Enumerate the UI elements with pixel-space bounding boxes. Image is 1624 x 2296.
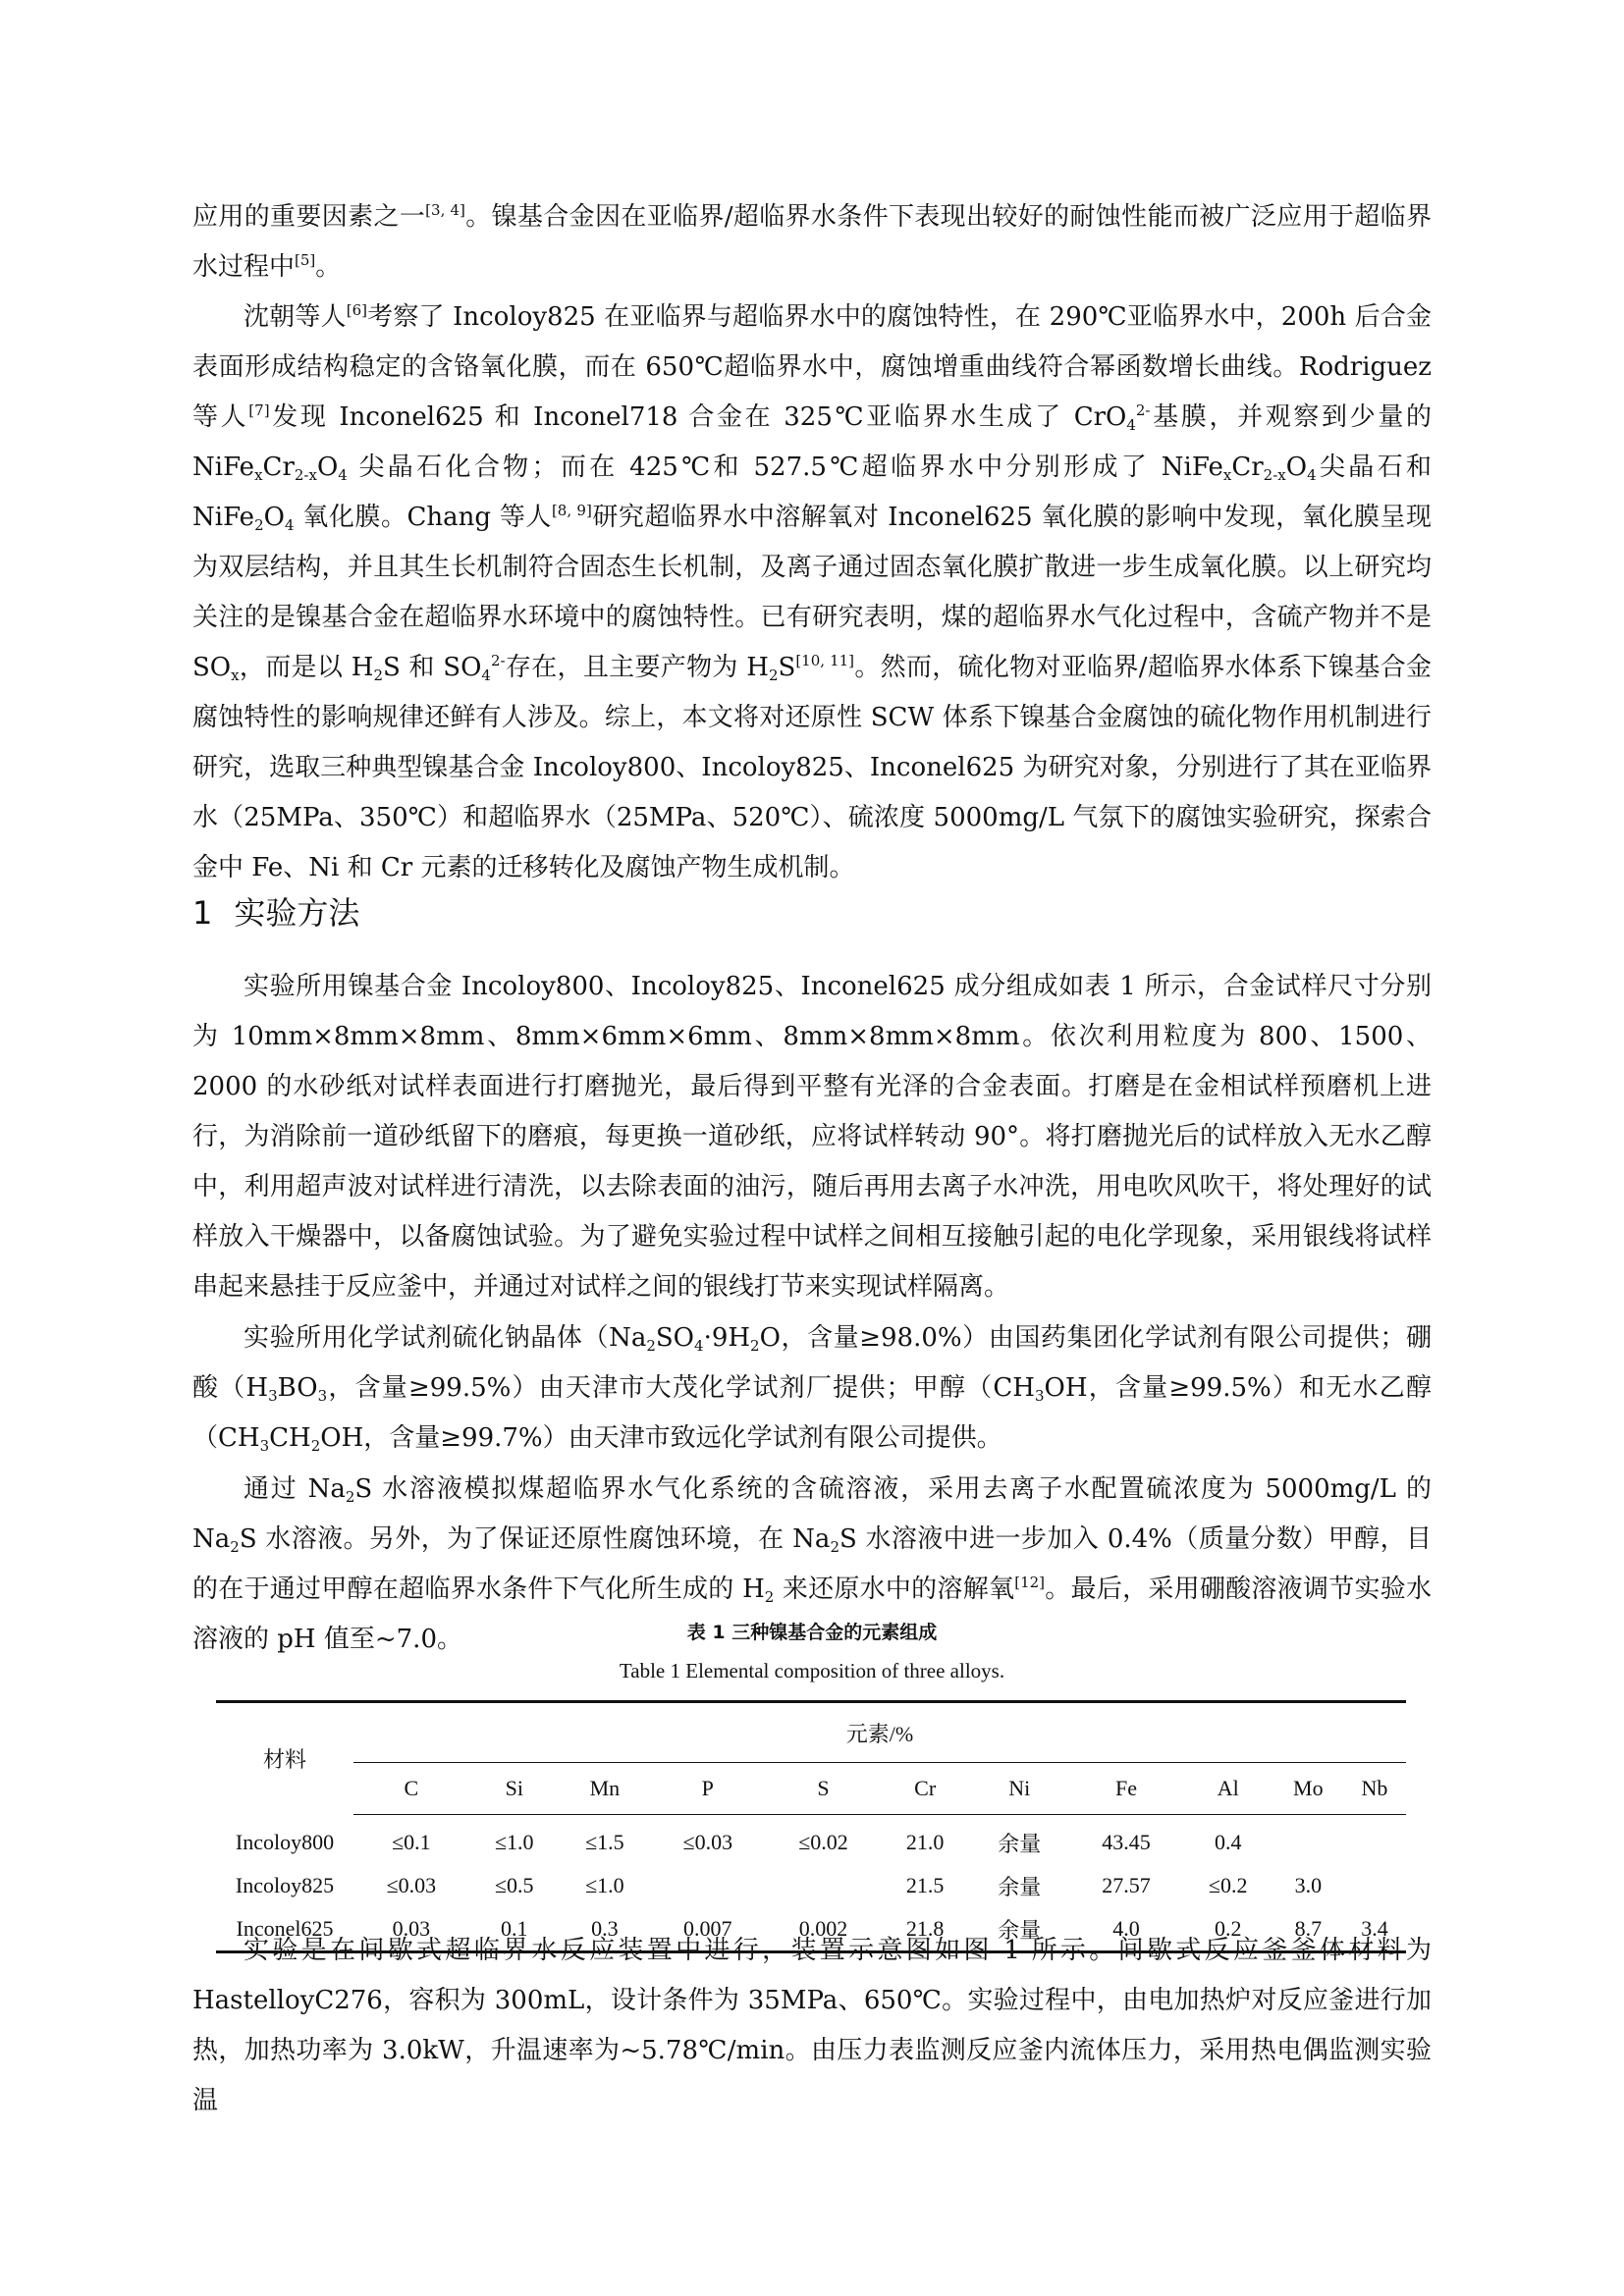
text-run: 考察了 Incoloy825 在亚临界与超临界水中的腐蚀特性，在 290℃亚临界水中，200h 后合金表面形成结构稳定的含铬氧化膜，而在 650℃超临界水中，腐蚀增重曲线符合幂函数增长曲线。Rodriguez 等人 bbox=[192, 302, 1432, 432]
table-cell: ≤0.2 bbox=[1208, 1873, 1248, 1897]
table-element-header: Ni bbox=[969, 1763, 1069, 1815]
subscript: x bbox=[231, 667, 240, 684]
citation: [10, 11] bbox=[795, 652, 855, 669]
paragraph-text: 实验是在间歇式超临界水反应装置中进行，装置示意图如图 1 所示。间歇式反应釜釜体材料为 HastelloyC276，容积为 300mL，设计条件为 35MPa、650℃。实验过程中，由电加热炉对反应釜进行加热，加热功率为 3.0kW，升温速率为~5.78℃/min。由压力表监测反应釜内流体压力，采用热电偶监测实验温 bbox=[192, 1936, 1432, 2115]
table-cell: ≤0.02 bbox=[798, 1830, 848, 1854]
citation: [3, 4] bbox=[425, 201, 465, 219]
text-run: O bbox=[1285, 453, 1308, 482]
table-cell-material: Incoloy800 bbox=[235, 1829, 335, 1854]
subscript: 2 bbox=[764, 1588, 775, 1606]
table-cell: ≤0.5 bbox=[494, 1873, 534, 1897]
table-cell: ≤0.1 bbox=[392, 1830, 431, 1854]
superscript: 2- bbox=[1135, 401, 1151, 419]
subscript: 2-x bbox=[1263, 466, 1286, 484]
subscript: 2 bbox=[230, 1538, 240, 1556]
subscript: 4 bbox=[481, 667, 491, 684]
text-run: CH bbox=[269, 1423, 311, 1453]
text-run: 。最后，采用硼酸溶液调节实验水溶液的 pH 值至~7.0。 bbox=[192, 1575, 1432, 1654]
table-header-material: 材料 bbox=[262, 1747, 306, 1773]
subscript: 2 bbox=[830, 1538, 839, 1556]
table-row bbox=[216, 1815, 1406, 1865]
paragraph-apparatus bbox=[192, 1926, 1432, 2126]
table-cell bbox=[766, 1864, 882, 1907]
table-element-header: Mn bbox=[560, 1763, 650, 1815]
subscript: 2 bbox=[373, 667, 383, 684]
table-cell: ≤1.0 bbox=[494, 1830, 534, 1854]
table-cell: 4.0 bbox=[1069, 1907, 1182, 1952]
table-cell: 27.57 bbox=[1102, 1873, 1151, 1897]
text-run: 尖晶石和 NiFe bbox=[192, 453, 1432, 532]
table-caption-en: Table 1 Elemental composition of three alloys. bbox=[619, 1659, 1005, 1682]
subscript: 4 bbox=[284, 516, 295, 534]
table-cell: ≤1.0 bbox=[585, 1873, 624, 1897]
table-cell: 余量 bbox=[998, 1831, 1042, 1856]
text-run: 尖晶石化合物；而在 425℃和 527.5℃超临界水中分别形成了 NiFe bbox=[347, 453, 1223, 482]
table-cell: 0.03 bbox=[353, 1907, 469, 1952]
table-element-header: S bbox=[766, 1763, 882, 1815]
text-run: O，含量≥98.0%）由国药集团化学试剂有限公司提供；硼酸（H bbox=[192, 1323, 1432, 1403]
table-cell: 3.4 bbox=[1343, 1907, 1406, 1952]
table-element-header: Cr bbox=[881, 1763, 969, 1815]
subscript: 2 bbox=[254, 516, 264, 534]
table-element-header: Si bbox=[469, 1763, 560, 1815]
table-cell: 21.0 bbox=[905, 1830, 945, 1854]
text-run: 。 bbox=[315, 252, 342, 282]
text-run: 实验所用化学试剂硫化钠晶体（Na bbox=[244, 1323, 647, 1353]
text-run: SO bbox=[655, 1323, 695, 1353]
text-run: 应用的重要因素之一 bbox=[192, 202, 426, 232]
table-cell: 43.45 bbox=[1102, 1830, 1151, 1854]
table-cell: 21.5 bbox=[905, 1873, 945, 1897]
table-cell: 8.7 bbox=[1273, 1907, 1343, 1952]
subscript: 2-x bbox=[294, 466, 317, 484]
table-cell: 余量 bbox=[969, 1907, 1069, 1952]
text-run: OH，含量≥99.5%）和无水乙醇（CH bbox=[192, 1373, 1432, 1453]
subscript: 4 bbox=[1307, 466, 1317, 484]
text-run: OH，含量≥99.7%）由天津市致远化学试剂有限公司提供。 bbox=[320, 1423, 1002, 1453]
table-cell bbox=[1343, 1815, 1406, 1865]
subscript: x bbox=[1222, 466, 1232, 484]
text-run: 氧化膜。Chang 等人 bbox=[294, 503, 552, 532]
text-run: 发现 Inconel625 和 Inconel718 合金在 325℃亚临界水生成了 CrO bbox=[269, 402, 1127, 432]
subscript: 2 bbox=[345, 1488, 355, 1506]
citation: [7] bbox=[248, 401, 270, 419]
text-run: BO bbox=[277, 1373, 318, 1403]
text-run: 研究超临界水中溶解氧对 Inconel625 氧化膜的影响中发现，氧化膜呈现为双层结构，并且其生长机制符合固态生长机制，及离子通过固态氧化膜扩散进一步生成氧化膜。以上研究均关注的是镍基合金在超临界水环境中的腐蚀特性。已有研究表明，煤的超临界水气化过程中，含硫产物并不是 SO bbox=[192, 503, 1432, 682]
subscript: 3 bbox=[268, 1387, 278, 1405]
text-run: 沈朝等人 bbox=[244, 302, 347, 332]
text-run: S 和 SO bbox=[382, 653, 482, 682]
table-caption-cn: 表 1 三种镍基合金的元素组成 bbox=[686, 1622, 938, 1643]
subscript: 2 bbox=[646, 1337, 656, 1355]
text-run: S 水溶液模拟煤超临界水气化系统的含硫溶液，采用去离子水配置硫浓度为 5000mg/L 的 Na bbox=[192, 1474, 1432, 1554]
text-run: S bbox=[778, 653, 796, 682]
table-element-header: C bbox=[353, 1763, 469, 1815]
table-cell: 0.1 bbox=[469, 1907, 560, 1952]
subscript: 3 bbox=[317, 1387, 328, 1405]
subscript: 2 bbox=[750, 1337, 760, 1355]
section-title: 实验方法 bbox=[234, 894, 360, 932]
table-element-header: Mo bbox=[1273, 1763, 1343, 1815]
text-run: 。然而，硫化物对亚临界/超临界水体系下镍基合金腐蚀特性的影响规律还鲜有人涉及。综上，本文将对还原性 SCW 体系下镍基合金腐蚀的硫化物作用机制进行研究，选取三种典型镍基合金 Incoloy800、Incoloy825、Inconel625 为研究对象，分别进行了其在亚临界水（25MPa、350℃）和超临界水（25MPa、520℃）、硫浓度 5000mg/L 气氛下的腐蚀实验研究，探索合金中 Fe、Ni 和 Cr 元素的迁移转化及腐蚀产物生成机制。 bbox=[192, 653, 1432, 882]
subscript: 3 bbox=[1034, 1387, 1045, 1405]
table-cell bbox=[1343, 1864, 1406, 1907]
text-run: ·9H bbox=[703, 1323, 751, 1353]
text-run: O bbox=[316, 453, 339, 482]
table-cell: 0.3 bbox=[560, 1907, 650, 1952]
table-cell: 余量 bbox=[998, 1874, 1042, 1899]
table-element-header: P bbox=[650, 1763, 766, 1815]
citation: [8, 9] bbox=[551, 502, 592, 519]
text-run: 基膜，并观察到少量的 NiFe bbox=[192, 402, 1432, 482]
table-cell: 0.4 bbox=[1214, 1830, 1242, 1854]
table-cell-material: Incoloy825 bbox=[235, 1873, 335, 1897]
text-run: O bbox=[263, 503, 285, 532]
subscript: 2 bbox=[310, 1437, 321, 1455]
text-run: S 水溶液中进一步加入 0.4%（质量分数）甲醇，目的在于通过甲醇在超临界水条件下气化所生成的 H bbox=[192, 1524, 1432, 1604]
subscript: 4 bbox=[694, 1337, 704, 1355]
paragraph-text: 实验所用镍基合金 Incoloy800、Incoloy825、Inconel625 成分组成如表 1 所示，合金试样尺寸分别为 10mm×8mm×8mm、8mm×6mm×6mm、8mm×8mm×8mm。依次利用粒度为 800、1500、2000 的水砂纸对试样表面进行打磨抛光，最后得到平整有光泽的合金表面。打磨是在金相试样预磨机上进行，为消除前一道砂纸留下的磨痕，每更换一道砂纸，应将试样转动 90°。将打磨抛光后的试样放入无水乙醇中，利用超声波对试样进行清洗，以去除表面的油污，随后再用去离子水冲洗，用电吹风吹干，将处理好的试样放入干燥器中，以备腐蚀试验。为了避免实验过程中试样之间相互接触引起的电化学现象，采用银线将试样串起来悬挂于反应釜中，并通过对试样之间的银线打节来实现试样隔离。 bbox=[192, 972, 1432, 1302]
paragraph-continuation bbox=[192, 192, 1432, 293]
table-element-header: Al bbox=[1183, 1763, 1273, 1815]
subscript: 2 bbox=[768, 667, 779, 684]
citation: [6] bbox=[346, 301, 367, 319]
table-cell bbox=[1273, 1815, 1343, 1865]
table-cell: ≤0.03 bbox=[386, 1873, 437, 1897]
table-cell: 0.2 bbox=[1183, 1907, 1273, 1952]
subscript: 4 bbox=[1126, 416, 1136, 434]
table-cell: 21.8 bbox=[881, 1907, 969, 1952]
text-run: 存在，且主要产物为 H bbox=[505, 653, 769, 682]
citation: [12] bbox=[1014, 1574, 1046, 1591]
table-cell: 0.002 bbox=[766, 1907, 882, 1952]
table-element-header: Nb bbox=[1343, 1763, 1406, 1815]
paragraph-method bbox=[192, 962, 1432, 1312]
text-run: ，而是以 H bbox=[239, 653, 374, 682]
table-element-header-row bbox=[216, 1763, 1406, 1815]
text-run: Cr bbox=[262, 453, 295, 482]
table-cell: ≤1.5 bbox=[585, 1830, 624, 1854]
paragraph-literature bbox=[192, 293, 1432, 893]
text-run: 通过 Na bbox=[244, 1474, 346, 1504]
table-cell-material: Inconel625 bbox=[216, 1907, 353, 1952]
table-element-header: Fe bbox=[1069, 1763, 1182, 1815]
table-header-group: 元素/% bbox=[845, 1721, 914, 1746]
superscript: 2- bbox=[490, 652, 506, 669]
citation: [5] bbox=[295, 251, 316, 269]
text-run: ，含量≥99.5%）由天津市大茂化学试剂厂提供；甲醇（CH bbox=[327, 1373, 1035, 1403]
section-heading bbox=[192, 888, 359, 934]
paragraph-reagents bbox=[192, 1313, 1432, 1464]
table-cell bbox=[650, 1864, 766, 1907]
text-run: 。镍基合金因在亚临界/超临界水条件下表现出较好的耐蚀性能而被广泛应用于超临界水过程中 bbox=[192, 202, 1432, 282]
table-cell: 3.0 bbox=[1294, 1873, 1323, 1897]
composition-table bbox=[216, 1700, 1406, 1953]
text-run: Cr bbox=[1231, 453, 1264, 482]
section-number: 1 bbox=[192, 894, 213, 932]
table-cell: ≤0.03 bbox=[682, 1830, 733, 1854]
subscript: 4 bbox=[338, 466, 348, 484]
text-run: 来还原水中的溶解氧 bbox=[774, 1575, 1015, 1604]
text-run: S 水溶液。另外，为了保证还原性腐蚀环境，在 Na bbox=[239, 1524, 831, 1554]
subscript: x bbox=[254, 466, 263, 484]
table-row bbox=[216, 1864, 1406, 1907]
table-cell: 0.007 bbox=[650, 1907, 766, 1952]
subscript: 3 bbox=[259, 1437, 270, 1455]
